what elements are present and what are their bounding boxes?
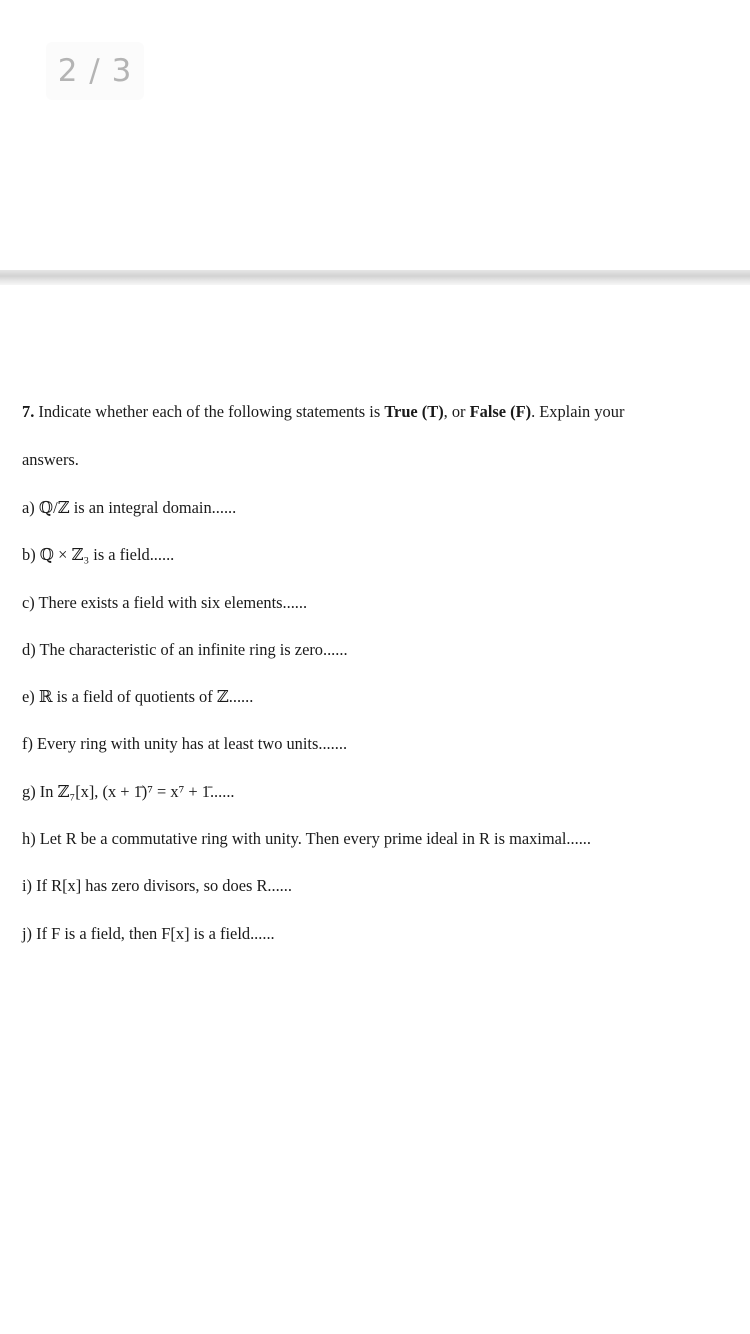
question-number: 7. (22, 402, 35, 421)
statement-text: The characteristic of an infinite ring is zero...... (39, 639, 348, 659)
intro-continuation: answers. (22, 450, 79, 469)
statement-text: ℚ/ℤ is an integral domain...... (38, 498, 237, 517)
statement-label: i) (22, 876, 33, 896)
statement-label: h) (22, 829, 36, 849)
intro-tail: . Explain your (531, 402, 625, 421)
intro-text: Indicate whether each of the following statements is (38, 402, 381, 421)
statement-i (22, 862, 742, 909)
statement-f (22, 720, 742, 767)
statement-h (22, 815, 742, 862)
statement-a (22, 484, 742, 531)
statement-g (22, 768, 742, 815)
statement-b (22, 531, 742, 578)
or-text: , or (443, 402, 466, 421)
statement-d (22, 626, 742, 673)
statement-text: If F is a field, then F[x] is a field...... (36, 923, 275, 943)
statement-label: a) (22, 498, 35, 517)
statement-label: e) (22, 687, 35, 707)
statement-label: c) (22, 592, 35, 612)
statement-label: d) (22, 639, 36, 659)
statement-text: ℚ × ℤ₃ is a field...... (39, 545, 175, 565)
statement-j (22, 910, 742, 957)
page-divider (0, 270, 750, 285)
false-label: False (F) (469, 402, 532, 421)
statement-label: j) (22, 923, 33, 943)
statement-text: Let R be a commutative ring with unity. Then every prime ideal in R is maximal...... (39, 829, 592, 849)
statement-e (22, 673, 742, 720)
question-block (22, 388, 742, 957)
true-label: True (T) (384, 402, 444, 421)
statement-text: In ℤ₇[x], (x + 1̄)⁷ = x⁷ + 1̄...... (39, 781, 235, 801)
statement-text: If R[x] has zero divisors, so does R...... (36, 876, 292, 896)
statement-c (22, 579, 742, 626)
question-intro (22, 388, 742, 436)
statement-label: b) (22, 545, 36, 565)
statement-label: g) (22, 781, 36, 801)
statement-label: f) (22, 734, 33, 754)
statement-text: Every ring with unity has at least two units....... (37, 734, 348, 754)
statement-text: ℝ is a field of quotients of ℤ...... (38, 687, 254, 707)
page-indicator: 2 / 3 (46, 42, 144, 100)
statement-text: There exists a field with six elements...... (38, 592, 308, 612)
